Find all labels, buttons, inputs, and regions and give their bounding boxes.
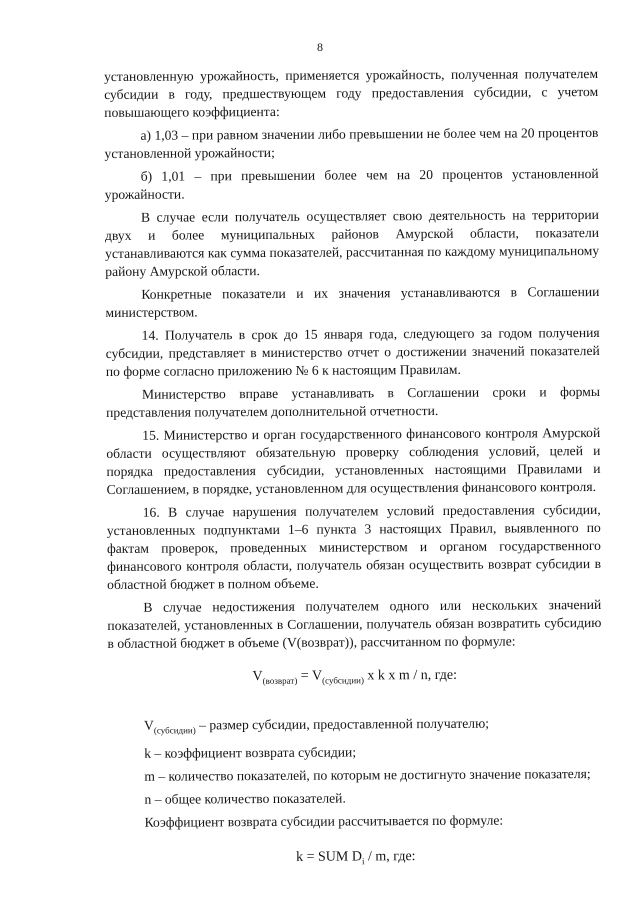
definition-n: n – общее количество показателей. — [144, 790, 346, 807]
paragraph-item-b: б) 1,01 – при превышении более чем на 20 процентов установленной урожайности. — [104, 165, 599, 202]
formula-coefficient: k = SUM $D_i$ / m, где: — [296, 848, 416, 866]
document-body — [104, 65, 603, 871]
definition-v: $V_{(субсидии)}$ – размер субсидии, предоставленной получателю; — [143, 715, 490, 736]
definition-m: m – количество показателей, по которым не достигнуто значение показателя; — [144, 765, 591, 784]
paragraph-15: 15. Министерство и орган государственного финансового контроля Амурской области осуществляют обязательную проверку соблюдения условий, целей и порядка предоставления субсидии, установленных настоящими Правилами и Соглашением, в порядке, установленном для осуществления финансового контроля. — [106, 424, 601, 497]
paragraph-underachievement: В случае недостижения получателем одного или нескольких значений показателей, установленных в Соглашении, получатель обязан возвратить субсидию в областной бюджет в объеме (V(возврат)), рассчитанном по формуле: — [107, 596, 602, 651]
paragraph-item-a: а) 1,03 – при равном значении либо превышении не более чем на 20 процентов установленной урожайности; — [104, 124, 599, 161]
paragraph-14: 14. Получатель в срок до 15 января года, следующего за годом получения субсидии, представляет в министерство отчет о достижении значений показателей по форме согласно приложению № 6 к настоящим Правилам. — [105, 324, 600, 379]
paragraph-municipal: В случае если получатель осуществляет свою деятельность на территории двух и более муниципальных районов Амурской области, показатели устанавливаются как сумма показателей, рассчитанная по каждому муниципальному району Амурской области. — [104, 206, 600, 279]
page-number: 8 — [317, 40, 323, 54]
coefficient-intro: Коэффициент возврата субсидии рассчитывается по формуле: — [144, 812, 504, 830]
paragraph-reporting: Министерство вправе устанавливать в Соглашении сроки и формы представления получателем дополнительной отчетности. — [106, 383, 601, 420]
paragraph-16: 16. В случае нарушения получателем условий предоставления субсидии, установленных подпунктами 1–6 пункта 3 настоящих Правил, выявленного по фактам проверок, проведенных министерством и органом государственного финансового контроля области, получатель обязан осуществить возврат субсидии в областной бюджет в полном объеме. — [106, 501, 602, 592]
paragraph-agreement: Конкретные показатели и их значения устанавливаются в Соглашении министерством. — [105, 283, 600, 320]
definition-k: k – коэффициент возврата субсидии; — [144, 743, 357, 761]
formula-return-volume: $V_{(возврат)} = V_{(субсидии)}$ x k x m / n, где: — [252, 667, 458, 686]
paragraph-continuation: установленную урожайность, применяется урожайность, полученная получателем субсидии в году, предшествующем году предоставления субсидии, с учетом повышающего коэффициента: — [104, 65, 599, 120]
